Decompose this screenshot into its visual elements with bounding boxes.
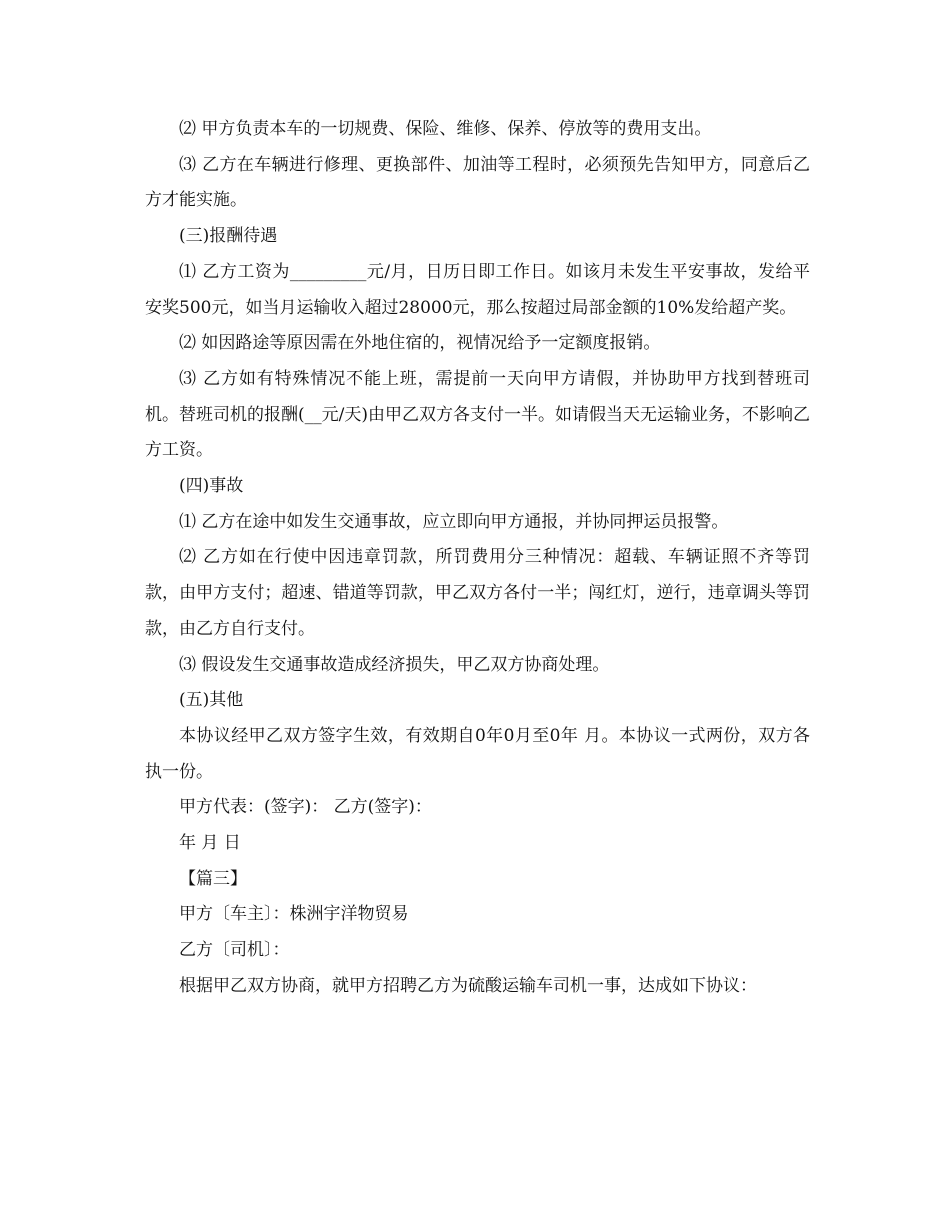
- paragraph-lodging: ⑵ 如因路途等原因需在外地住宿的，视情况给予一定额度报销。: [179, 333, 661, 354]
- paragraph-accident-report: ⑴ 乙方在途中如发生交通事故，应立即向甲方通报，并协同押运员报警。: [179, 511, 729, 532]
- paragraph-agreement-intro: 根据甲乙双方协商，就甲方招聘乙方为硫酸运输车司机一事，达成如下协议：: [179, 975, 757, 996]
- section-heading-remuneration: (三)报酬待遇: [179, 226, 278, 247]
- paragraph-losses: ⑶ 假设发生交通事故造成经济损失，甲乙双方协商处理。: [179, 654, 610, 675]
- party-a-line: 甲方〔车主〕：株洲宇洋物贸易: [179, 904, 409, 925]
- paragraph-salary: ⑴ 乙方工资为_________元/月，日历日即工作日。如该月未发生平安事故，发给平安奖500元，如当月运输收入超过28000元，那么按超过局部金额的10%发给超产奖。: [145, 261, 810, 318]
- party-b-line: 乙方〔司机〕：: [179, 940, 290, 961]
- paragraph-repair-notice: ⑶ 乙方在车辆进行修理、更换部件、加油等工程时，必须预先告知甲方，同意后乙方才能实施。: [145, 154, 810, 211]
- section-heading-other: (五)其他: [179, 690, 244, 711]
- paragraph-leave: ⑶ 乙方如有特殊情况不能上班，需提前一天向甲方请假，并协助甲方找到替班司机。替班司机的报酬(__元/天)由甲乙双方各支付一半。如请假当天无运输业务，不影响乙方工资。: [145, 368, 810, 461]
- part-three-heading: 【篇三】: [179, 868, 247, 889]
- paragraph-fines: ⑵ 乙方如在行使中因违章罚款，所罚费用分三种情况：超载、车辆证照不齐等罚款，由甲方支付；超速、错道等罚款，甲乙双方各付一半；闯红灯，逆行，违章调头等罚款，由乙方自行支付。: [145, 547, 810, 639]
- document-page: [145, 112, 810, 1005]
- paragraph-fee-responsibility: ⑵ 甲方负责本车的一切规费、保险、维修、保养、停放等的费用支出。: [179, 119, 712, 139]
- section-heading-accident: (四)事故: [179, 476, 244, 497]
- paragraph-validity: 本协议经甲乙双方签字生效，有效期自0年0月至0年 月。本协议一式两份，双方各执一份。: [145, 725, 810, 782]
- date-line: 年 月 日: [179, 833, 241, 854]
- signature-line: 甲方代表：(签字)： 乙方(签字)：: [179, 797, 432, 818]
